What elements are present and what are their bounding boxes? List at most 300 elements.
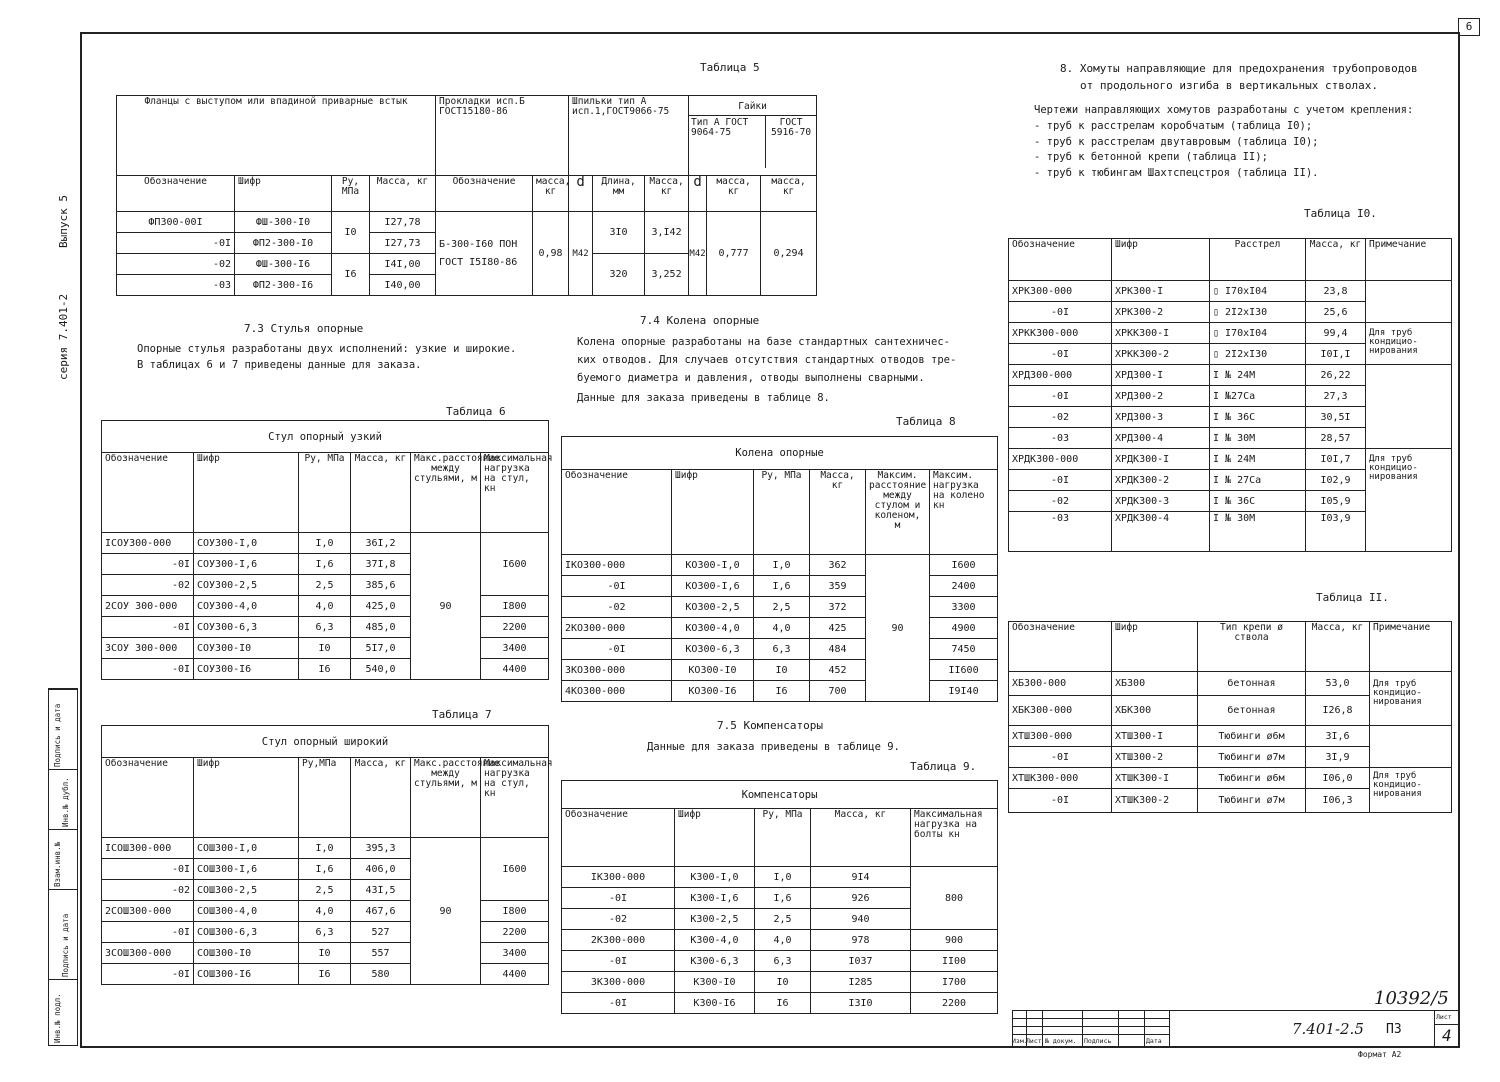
t9-load: 900 xyxy=(911,930,998,951)
t10-col: Шифр xyxy=(1112,239,1210,281)
t6-col: Ру, МПа xyxy=(299,453,351,533)
t9-cell: I285 xyxy=(811,972,911,993)
t11-cell: 3I,9 xyxy=(1306,747,1370,768)
t6-cell: СОУ300-I0 xyxy=(194,638,299,659)
t5-cell: -03 xyxy=(117,275,235,296)
t6-cell: I,6 xyxy=(299,554,351,575)
t8-cell: КО300-2,5 xyxy=(672,597,754,618)
t9-cell: -02 xyxy=(562,909,675,930)
t7-cell: -0I xyxy=(102,922,194,943)
t6-col: Максимальная нагрузка на стул, кн xyxy=(481,453,549,533)
tb-col-date: Дата xyxy=(1146,1037,1162,1045)
t6-cell: 425,0 xyxy=(351,596,411,617)
t9-load: 800 xyxy=(911,867,998,930)
t8-load: 7450 xyxy=(930,639,998,660)
t8-col: Ру, МПа xyxy=(754,470,810,555)
t9-cell: 6,3 xyxy=(755,951,811,972)
t6-cell: -0I xyxy=(102,617,194,638)
t8-col: Обозначение xyxy=(562,470,672,555)
t6-cell: 6,3 xyxy=(299,617,351,638)
t11-cell: ХТШ300-2 xyxy=(1112,747,1198,768)
t6-cell: 485,0 xyxy=(351,617,411,638)
t9-col: Масса, кг xyxy=(811,809,911,867)
t7-cell: СОШ300-I,0 xyxy=(194,838,299,859)
t7-cell: I,6 xyxy=(299,859,351,880)
t9-cell: I,0 xyxy=(755,867,811,888)
table9-caption: Таблица 9. xyxy=(910,760,977,773)
t10-cell: -02 xyxy=(1009,491,1112,512)
t10-cell: ХРДК300-I xyxy=(1112,449,1210,470)
t5-gasket-mass: 0,98 xyxy=(533,212,569,296)
t8-cell: КО300-I,0 xyxy=(672,555,754,576)
t10-cell: ХРДК300-000 xyxy=(1009,449,1112,470)
t9-cell: -0I xyxy=(562,951,675,972)
t8-col: Максим. расстояние между стулом и коленом, м xyxy=(866,470,930,555)
t10-cell: ХРКК300-000 xyxy=(1009,323,1112,344)
t7-cell: -0I xyxy=(102,859,194,880)
stamp-label: Подпись и дата xyxy=(53,703,62,767)
t10-cell: I05,9 xyxy=(1306,491,1366,512)
stamp-label: Взам.инв.№ xyxy=(53,841,62,887)
t10-cell: ХРКК300-I xyxy=(1112,323,1210,344)
t10-cell: I № 36С xyxy=(1210,407,1306,428)
t5-stud-mass: 3,I42 xyxy=(645,212,689,254)
t9-cell: К300-I,0 xyxy=(675,867,755,888)
t5-cell: I0 xyxy=(332,212,370,254)
t10-cell: I №27Са xyxy=(1210,386,1306,407)
s75-title: 7.5 Компенсаторы xyxy=(717,719,823,732)
t6-cell: I0 xyxy=(299,638,351,659)
t10-cell: ▯ 2I2хI30 xyxy=(1210,344,1306,365)
t9-cell: 926 xyxy=(811,888,911,909)
table5-caption: Таблица 5 xyxy=(700,61,760,74)
t8-cell: КО300-4,0 xyxy=(672,618,754,639)
t8-cell: 484 xyxy=(810,639,866,660)
t10-cell: 25,6 xyxy=(1306,302,1366,323)
t10-cell: ▯ I70хI04 xyxy=(1210,323,1306,344)
t8-dist: 90 xyxy=(866,555,930,702)
t11-cell: Тюбинги ø6м xyxy=(1198,768,1306,789)
t6-title: Стул опорный узкий xyxy=(102,421,549,453)
t10-cell: I № 24М xyxy=(1210,365,1306,386)
t7-cell: -02 xyxy=(102,880,194,901)
t7-cell: 2СОШ300-000 xyxy=(102,901,194,922)
t9-col: Максимальная нагрузка на болты кн xyxy=(911,809,998,867)
t9-cell: К300-I6 xyxy=(675,993,755,1014)
s8-intro: Чертежи направляющих хомутов разработаны с учетом крепления: xyxy=(1034,104,1414,116)
t8-cell: -02 xyxy=(562,597,672,618)
t8-title: Колена опорные xyxy=(562,437,998,470)
t11-cell: 3I,6 xyxy=(1306,726,1370,747)
s74-para4: Данные для заказа приведены в таблице 8. xyxy=(577,392,830,404)
t6-col: Шифр xyxy=(194,453,299,533)
t10-cell: ХРДК300-2 xyxy=(1112,470,1210,491)
t5-head-gaskets: Прокладки исп.Б ГОСТ15180-86 xyxy=(436,96,569,176)
t7-cell: 406,0 xyxy=(351,859,411,880)
table10 xyxy=(1008,238,1452,552)
t10-cell: 23,8 xyxy=(1306,281,1366,302)
t7-col: Обозначение xyxy=(102,758,194,838)
t10-col: Обозначение xyxy=(1009,239,1112,281)
t8-cell: I,6 xyxy=(754,576,810,597)
t5-cell: ФШ-300-I0 xyxy=(235,212,332,233)
t6-cell: 37I,8 xyxy=(351,554,411,575)
t6-cell: 540,0 xyxy=(351,659,411,680)
t7-cell: СОШ300-6,3 xyxy=(194,922,299,943)
t9-col: Шифр xyxy=(675,809,755,867)
s74-para1: Колена опорные разработаны на базе стандартных сантехничес- xyxy=(577,336,950,348)
t9-cell: I3I0 xyxy=(811,993,911,1014)
t10-cell: 26,22 xyxy=(1306,365,1366,386)
t10-cell: I03,9 xyxy=(1306,512,1366,552)
t9-cell: -0I xyxy=(562,993,675,1014)
t6-load: 2200 xyxy=(481,617,549,638)
t5-col: Обозначение xyxy=(117,176,235,212)
t5-col: Масса, кг xyxy=(645,176,689,212)
t11-cell: -0I xyxy=(1009,789,1112,813)
t7-cell: 467,6 xyxy=(351,901,411,922)
t6-cell: -0I xyxy=(102,554,194,575)
t10-cell: ХРД300-000 xyxy=(1009,365,1112,386)
t11-cell: I06,0 xyxy=(1306,768,1370,789)
t7-cell: 3СОШ300-000 xyxy=(102,943,194,964)
t11-cell: Тюбинги ø7м xyxy=(1198,747,1306,768)
t10-note xyxy=(1366,281,1452,323)
t9-cell: I0 xyxy=(755,972,811,993)
t6-col: Макс.расстояние между стульями, м xyxy=(411,453,481,533)
t11-cell: ХТШК300-2 xyxy=(1112,789,1198,813)
t7-title: Стул опорный широкий xyxy=(102,726,549,758)
t7-cell: IСОШ300-000 xyxy=(102,838,194,859)
t10-cell: ▯ I70хI04 xyxy=(1210,281,1306,302)
t9-load: I700 xyxy=(911,972,998,993)
t6-load: I800 xyxy=(481,596,549,617)
t5-cell: I6 xyxy=(332,254,370,296)
t8-load: 2400 xyxy=(930,576,998,597)
t8-cell: 3КО300-000 xyxy=(562,660,672,681)
table7 xyxy=(101,725,553,985)
tb-section: ПЗ xyxy=(1386,1022,1402,1037)
t10-cell: I № 30М xyxy=(1210,512,1306,552)
s8-title-line2: от продольного изгиба в вертикальных стволах. xyxy=(1080,79,1379,92)
stamp-label: Инв.№ дубл. xyxy=(61,777,70,827)
t6-cell: 2СОУ 300-000 xyxy=(102,596,194,617)
t6-cell: 36I,2 xyxy=(351,533,411,554)
t5-head-nuts xyxy=(689,96,817,176)
left-stamp xyxy=(48,688,78,1046)
t5-cell: ФП2-300-I6 xyxy=(235,275,332,296)
t10-cell: I02,9 xyxy=(1306,470,1366,491)
t10-col: Расстрел xyxy=(1210,239,1306,281)
s8-item: - труб к расстрелам коробчатым (таблица I0); xyxy=(1034,120,1313,132)
t10-cell: ХРД300-I xyxy=(1112,365,1210,386)
t8-cell: 452 xyxy=(810,660,866,681)
t10-cell: 28,57 xyxy=(1306,428,1366,449)
t7-cell: СОШ300-I,6 xyxy=(194,859,299,880)
t6-col: Обозначение xyxy=(102,453,194,533)
t10-cell: -02 xyxy=(1009,407,1112,428)
t11-cell: ХБК300 xyxy=(1112,696,1198,726)
t11-cell: ХТШК300-I xyxy=(1112,768,1198,789)
t8-cell: КО300-6,3 xyxy=(672,639,754,660)
table7-caption: Таблица 7 xyxy=(432,708,492,721)
t7-cell: 395,3 xyxy=(351,838,411,859)
t5-col: Длина, мм xyxy=(593,176,645,212)
t10-cell: I № 24М xyxy=(1210,449,1306,470)
t6-cell: IСОУ300-000 xyxy=(102,533,194,554)
t9-col: Ру, МПа xyxy=(755,809,811,867)
t7-col: Шифр xyxy=(194,758,299,838)
t6-load: 3400 xyxy=(481,638,549,659)
t6-load: I600 xyxy=(481,533,549,596)
t9-cell: 2,5 xyxy=(755,909,811,930)
t7-load: 2200 xyxy=(481,922,549,943)
tb-sheet-number: 4 xyxy=(1442,1026,1452,1045)
t5-cell: I40,00 xyxy=(370,275,436,296)
t11-cell: бетонная xyxy=(1198,672,1306,696)
t9-cell: К300-I,6 xyxy=(675,888,755,909)
t9-cell: -0I xyxy=(562,888,675,909)
t5-gasket: Б-300-I60 ПОН ГОСТ I5I80-86 xyxy=(436,212,533,296)
t8-load: 4900 xyxy=(930,618,998,639)
t11-cell: Тюбинги ø6м xyxy=(1198,726,1306,747)
t10-cell: -0I xyxy=(1009,344,1112,365)
t7-cell: 557 xyxy=(351,943,411,964)
t9-cell: 940 xyxy=(811,909,911,930)
t5-col: масса, кг xyxy=(533,176,569,212)
t5-col: Масса, кг xyxy=(370,176,436,212)
t6-cell: I6 xyxy=(299,659,351,680)
t10-cell: ▯ 2I2хI30 xyxy=(1210,302,1306,323)
t10-cell: I0I,I xyxy=(1306,344,1366,365)
t9-load: 2200 xyxy=(911,993,998,1014)
t5-nut-gost: ГОСТ 5916-70 xyxy=(771,117,812,138)
t5-nut-mass2: 0,294 xyxy=(761,212,817,296)
t7-col: Ру,МПа xyxy=(299,758,351,838)
t10-cell: ХРК300-000 xyxy=(1009,281,1112,302)
t10-cell: -03 xyxy=(1009,512,1112,552)
s8-item: - труб к бетонной крепи (таблица II); xyxy=(1034,151,1268,163)
t10-cell: 30,5I xyxy=(1306,407,1366,428)
t6-load: 4400 xyxy=(481,659,549,680)
t8-cell: КО300-I6 xyxy=(672,681,754,702)
t11-cell: Тюбинги ø7м xyxy=(1198,789,1306,813)
t7-cell: 527 xyxy=(351,922,411,943)
t10-cell: -0I xyxy=(1009,386,1112,407)
t5-nut-a: Тип А ГОСТ 9064-75 xyxy=(689,116,766,168)
t8-cell: КО300-I0 xyxy=(672,660,754,681)
t9-cell: К300-4,0 xyxy=(675,930,755,951)
t8-load: I9I40 xyxy=(930,681,998,702)
t11-cell: ХТШК300-000 xyxy=(1009,768,1112,789)
t7-load: 3400 xyxy=(481,943,549,964)
t11-col: Обозначение xyxy=(1009,622,1112,672)
t6-cell: -0I xyxy=(102,659,194,680)
t5-cell: ФШ-300-I6 xyxy=(235,254,332,275)
t9-cell: К300-I0 xyxy=(675,972,755,993)
t5-cell: I4I,00 xyxy=(370,254,436,275)
tb-col-list: Лист xyxy=(1026,1037,1042,1045)
t10-cell: I № 30М xyxy=(1210,428,1306,449)
t11-cell: бетонная xyxy=(1198,696,1306,726)
t8-load: I600 xyxy=(930,555,998,576)
s73-para2: В таблицах 6 и 7 приведены данные для заказа. xyxy=(137,359,422,371)
t9-col: Обозначение xyxy=(562,809,675,867)
t11-cell: ХБ300-000 xyxy=(1009,672,1112,696)
tb-code: 7.401-2.5 xyxy=(1292,1020,1364,1038)
t7-col: Максимальная нагрузка на стул, кн xyxy=(481,758,549,838)
title-block xyxy=(1012,1010,1460,1048)
t5-head-studs: Шпильки тип А исп.1,ГОСТ9066-75 xyxy=(569,96,689,176)
t9-cell: 978 xyxy=(811,930,911,951)
side-vypusk: Выпуск 5 xyxy=(57,195,70,248)
t8-cell: -0I xyxy=(562,576,672,597)
t6-cell: 5I7,0 xyxy=(351,638,411,659)
s8-title-line1: 8. Хомуты направляющие для предохранения трубопроводов xyxy=(1060,62,1418,75)
t7-cell: I0 xyxy=(299,943,351,964)
t5-cell: ФП300-00I xyxy=(117,212,235,233)
t10-cell: ХРК300-I xyxy=(1112,281,1210,302)
t10-cell: -03 xyxy=(1009,428,1112,449)
t8-cell: 4,0 xyxy=(754,618,810,639)
t5-col: Шифр xyxy=(235,176,332,212)
corner-sheet-number: 6 xyxy=(1458,18,1480,36)
t6-cell: СОУ300-4,0 xyxy=(194,596,299,617)
t11-col: Масса, кг xyxy=(1306,622,1370,672)
t6-cell: СОУ300-I,0 xyxy=(194,533,299,554)
t8-cell: I0 xyxy=(754,660,810,681)
t10-cell: ХРДК300-3 xyxy=(1112,491,1210,512)
t6-cell: 3СОУ 300-000 xyxy=(102,638,194,659)
t7-cell: 4,0 xyxy=(299,901,351,922)
table8 xyxy=(561,436,998,702)
t8-cell: I6 xyxy=(754,681,810,702)
tb-col-izm: Изм. xyxy=(1012,1037,1028,1045)
table8-caption: Таблица 8 xyxy=(896,415,956,428)
handwritten-doc-number: 10392/5 xyxy=(1374,988,1449,1009)
t7-cell: 6,3 xyxy=(299,922,351,943)
t11-col: Шифр xyxy=(1112,622,1198,672)
t7-cell: I6 xyxy=(299,964,351,985)
s74-para3: буемого диаметра и давления, отводы выполнены сварными. xyxy=(577,372,925,384)
t7-cell: СОШ300-I6 xyxy=(194,964,299,985)
t8-cell: КО300-I,6 xyxy=(672,576,754,597)
t5-stud-len: 3I0 xyxy=(593,212,645,254)
t7-cell: 580 xyxy=(351,964,411,985)
t10-cell: I № 27Са xyxy=(1210,470,1306,491)
t8-cell: IКО300-000 xyxy=(562,555,672,576)
t8-cell: 6,3 xyxy=(754,639,810,660)
t6-cell: СОУ300-I,6 xyxy=(194,554,299,575)
t9-cell: I6 xyxy=(755,993,811,1014)
t5-col: Ру, МПа xyxy=(332,176,370,212)
t7-cell: СОШ300-I0 xyxy=(194,943,299,964)
t11-cell: ХТШ300-000 xyxy=(1009,726,1112,747)
t5-col: масса, кг xyxy=(761,176,817,212)
table6 xyxy=(101,420,553,680)
s73-para1: Опорные стулья разработаны двух исполнений: узкие и широкие. xyxy=(137,343,517,355)
t7-load: 4400 xyxy=(481,964,549,985)
t9-cell: 4,0 xyxy=(755,930,811,951)
t7-cell: -0I xyxy=(102,964,194,985)
t10-cell: I0I,7 xyxy=(1306,449,1366,470)
t8-load: II600 xyxy=(930,660,998,681)
t6-col: Масса, кг xyxy=(351,453,411,533)
tb-col-sign: Подпись xyxy=(1084,1037,1112,1045)
s74-para2: ких отводов. Для случаев отсутствия стандартных отводов тре- xyxy=(577,354,957,366)
t11-col: Примечание xyxy=(1370,622,1452,672)
t5-stud-d: М42 xyxy=(569,212,593,296)
s8-item: - труб к тюбингам Шахтспецстроя (таблица II). xyxy=(1034,167,1319,179)
t8-cell: I,0 xyxy=(754,555,810,576)
t5-cell: -0I xyxy=(117,233,235,254)
t5-cell: ФП2-300-I0 xyxy=(235,233,332,254)
t5-col: масса, кг xyxy=(707,176,761,212)
s8-item: - труб к расстрелам двутавровым (таблица I0); xyxy=(1034,136,1319,148)
t7-dist: 90 xyxy=(411,838,481,985)
t7-cell: СОШ300-4,0 xyxy=(194,901,299,922)
table9 xyxy=(561,780,998,1014)
t6-cell: -02 xyxy=(102,575,194,596)
table11-caption: Таблица II. xyxy=(1316,591,1389,604)
t5-col: d xyxy=(569,176,593,212)
format-label: Формат А2 xyxy=(1358,1050,1402,1059)
t8-cell: 2КО300-000 xyxy=(562,618,672,639)
t7-cell: СОШ300-2,5 xyxy=(194,880,299,901)
t8-col: Шифр xyxy=(672,470,754,555)
t11-note: Для труб кондицио-нирования xyxy=(1370,672,1452,726)
t8-cell: 372 xyxy=(810,597,866,618)
t10-cell: I № 36С xyxy=(1210,491,1306,512)
t10-cell: 99,4 xyxy=(1306,323,1366,344)
t9-cell: 3К300-000 xyxy=(562,972,675,993)
t10-cell: ХРД300-2 xyxy=(1112,386,1210,407)
t11-cell: 53,0 xyxy=(1306,672,1370,696)
t5-head-flanges: Фланцы с выступом или впадиной приварные встык xyxy=(117,96,436,176)
t5-nut-d: М42 xyxy=(689,212,707,296)
t8-cell: 700 xyxy=(810,681,866,702)
t11-cell: ХБК300-000 xyxy=(1009,696,1112,726)
t9-cell: 2К300-000 xyxy=(562,930,675,951)
t10-cell: ХРКК300-2 xyxy=(1112,344,1210,365)
t7-col: Масса, кг xyxy=(351,758,411,838)
stamp-label: Инв.№ подл. xyxy=(53,993,62,1043)
t11-cell: I06,3 xyxy=(1306,789,1370,813)
t8-cell: 359 xyxy=(810,576,866,597)
t7-cell: 2,5 xyxy=(299,880,351,901)
t8-cell: 4КО300-000 xyxy=(562,681,672,702)
tb-col-doc: № докум. xyxy=(1045,1037,1077,1045)
t11-cell: -0I xyxy=(1009,747,1112,768)
t5-nuts-title: Гайки xyxy=(689,96,816,116)
t9-cell: К300-6,3 xyxy=(675,951,755,972)
t10-col: Примечание xyxy=(1366,239,1452,281)
table10-caption: Таблица I0. xyxy=(1304,207,1377,220)
t6-cell: СОУ300-6,3 xyxy=(194,617,299,638)
t11-cell: ХТШ300-I xyxy=(1112,726,1198,747)
t5-stud-len: 320 xyxy=(593,254,645,296)
t11-note xyxy=(1370,726,1452,768)
t5-cell: I27,73 xyxy=(370,233,436,254)
t8-col: Максим. нагрузка на колено кн xyxy=(930,470,998,555)
t8-load: 3300 xyxy=(930,597,998,618)
t10-col: Масса, кг xyxy=(1306,239,1366,281)
t11-cell: ХБ300 xyxy=(1112,672,1198,696)
t7-col: Макс.расстояние между стульями, м xyxy=(411,758,481,838)
s73-title: 7.3 Стулья опорные xyxy=(244,322,364,335)
t5-col: d xyxy=(689,176,707,212)
t10-cell: ХРД300-3 xyxy=(1112,407,1210,428)
